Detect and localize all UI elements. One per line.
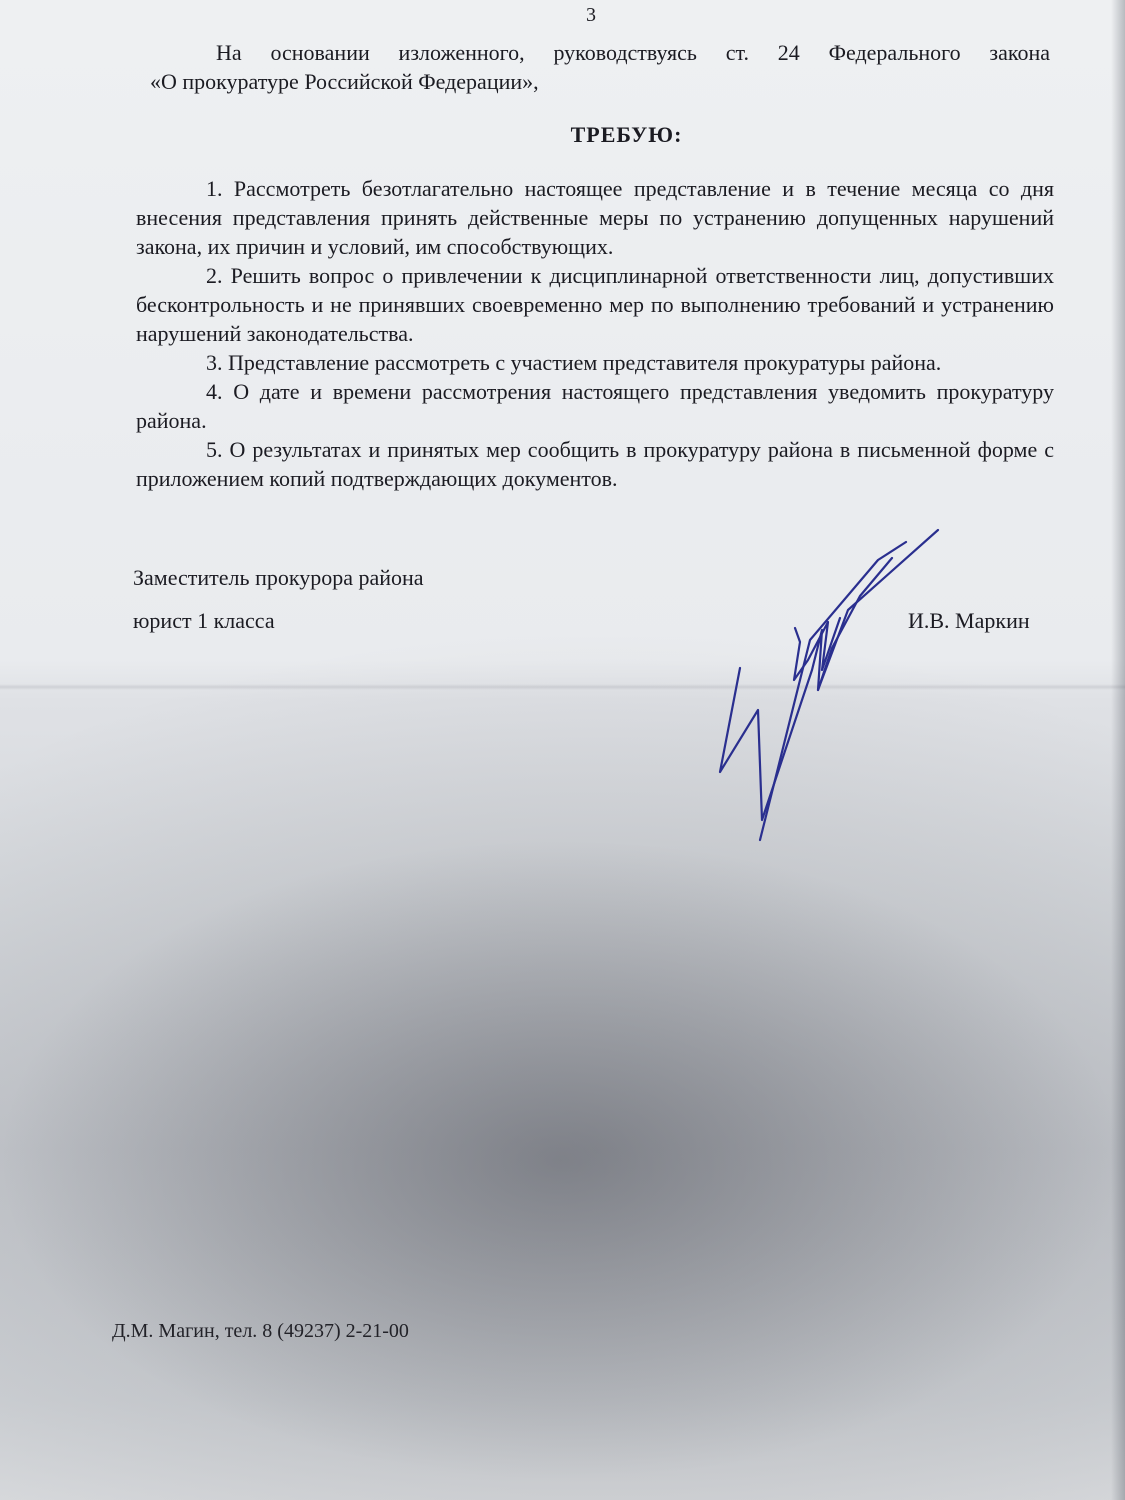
demand-item-3: 3. Представление рассмотреть с участием представителя прокуратуры района.	[206, 350, 942, 375]
demand-list	[136, 174, 1054, 493]
signature-strokes	[720, 530, 938, 840]
signature-stroke-1	[720, 530, 938, 820]
intro-line-2: «О прокуратуре Российской Федерации»,	[150, 69, 539, 94]
signatory-rank: юрист 1 класса	[133, 608, 275, 633]
signature-stroke-4	[818, 558, 892, 690]
handwritten-signature	[700, 520, 960, 850]
signatory-name: И.В. Маркин	[908, 608, 1030, 633]
footer-contact: Д.М. Магин, тел. 8 (49237) 2-21-00	[112, 1320, 409, 1342]
signatory-title: Заместитель прокурора района	[133, 565, 424, 590]
demand-item-4: 4. О дате и времени рассмотрения настоящего представления уведомить прокуратуру района.	[136, 379, 1054, 433]
page-number: 3	[586, 4, 596, 26]
demand-item-1: 1. Рассмотреть безотлагательно настоящее представление и в течение месяца со дня внесения представления принять действенные меры по устранению допущенных нарушений закона, их причин и условий, им способствующих.	[136, 176, 1054, 259]
demand-item-2: 2. Решить вопрос о привлечении к дисциплинарной ответственности лиц, допустивших бесконтрольность и не принявших своевременно мер по выполнению требований и устранению нарушений законодательства.	[136, 263, 1054, 346]
paper-edge-shadow	[1111, 0, 1125, 1500]
intro-paragraph	[150, 38, 1050, 96]
demand-heading: ТРЕБУЮ:	[570, 122, 683, 147]
signature-stroke-2	[760, 542, 906, 840]
intro-line-1: На основании изложенного, руководствуясь ст. 24 Федерального закона	[216, 40, 1050, 65]
demand-item-5: 5. О результатах и принятых мер сообщить в прокуратуру района в письменной форме с приложением копий подтверждающих документов.	[136, 437, 1054, 491]
